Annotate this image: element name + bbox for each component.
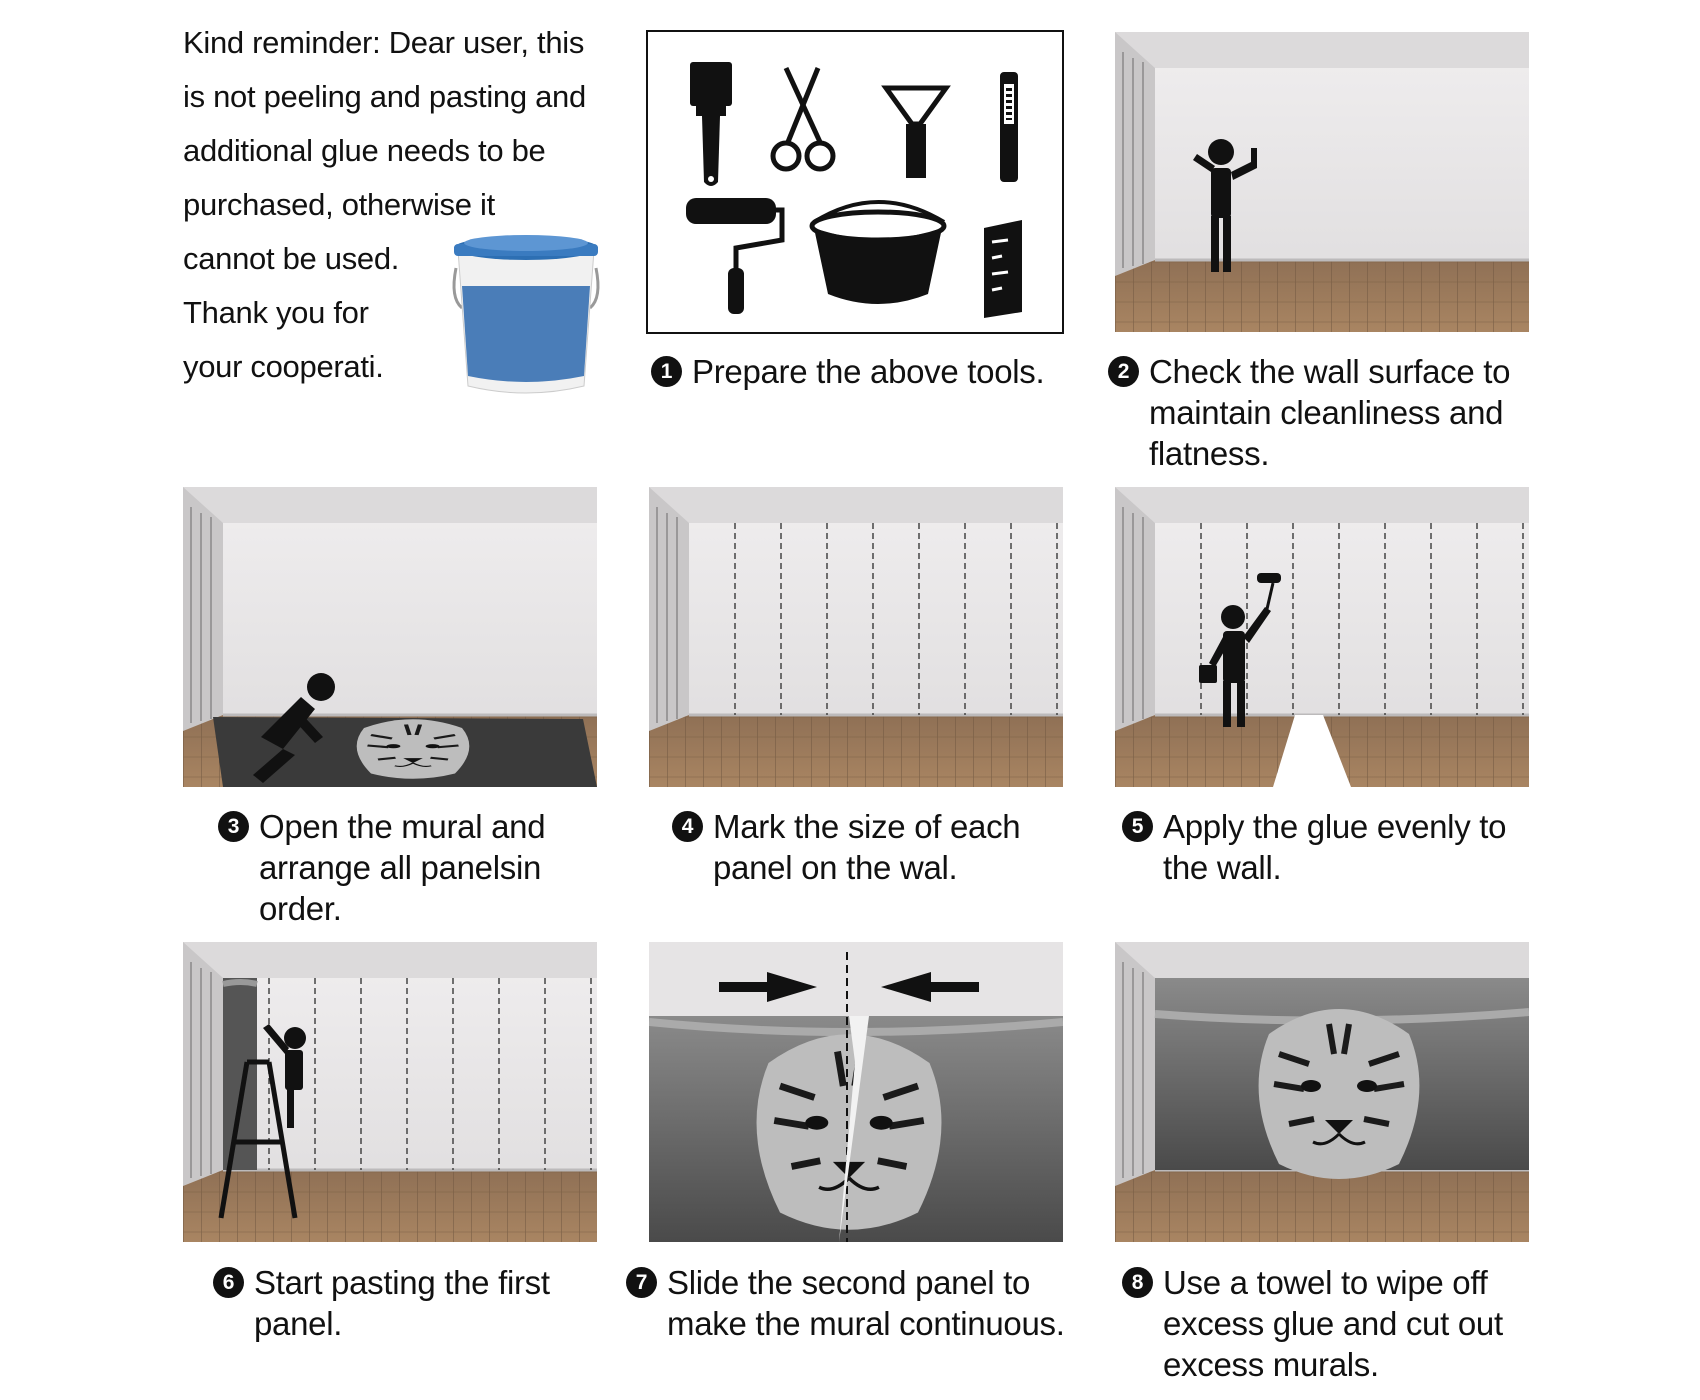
roller-icon (686, 198, 782, 314)
reminder-line: cannot be used. (183, 241, 400, 276)
glue-bucket-icon (448, 228, 604, 398)
reminder-line: Kind reminder: Dear user, this (183, 25, 585, 60)
reminder-line: your cooperati. (183, 349, 384, 384)
step-text: Apply the glue evenly to the wall. (1163, 808, 1507, 886)
bucket-icon (812, 202, 944, 304)
step-8-caption (1122, 1262, 1503, 1385)
ruler-icon (984, 220, 1022, 318)
step-5-caption (1122, 806, 1506, 888)
step-number-badge: 5 (1122, 811, 1153, 842)
step-text: Slide the second panel to make the mural continuous. (667, 1264, 1065, 1342)
reminder-line: purchased, otherwise it (183, 187, 495, 222)
step-text: Prepare the above tools. (692, 353, 1045, 390)
brush-icon (690, 62, 732, 186)
step-5-image (1115, 487, 1529, 787)
step-2-caption (1108, 351, 1528, 474)
step-text: Use a towel to wipe off excess glue and cut out excess murals. (1163, 1264, 1503, 1383)
step-number-badge: 1 (651, 356, 682, 387)
step-number-badge: 8 (1122, 1267, 1153, 1298)
step-text: Open the mural and arrange all panelsin order. (259, 808, 546, 927)
scissors-icon (773, 68, 833, 169)
reminder-line: is not peeling and pasting and (183, 79, 586, 114)
step-4-image (649, 487, 1063, 787)
step-1-caption (651, 351, 1044, 392)
utility-knife-icon (1000, 72, 1018, 182)
step-number-badge: 4 (672, 811, 703, 842)
step-number-badge: 6 (213, 1267, 244, 1298)
step-2-image (1115, 32, 1529, 332)
reminder-line: additional glue needs to be (183, 133, 546, 168)
tools-panel (646, 30, 1064, 334)
step-text: Check the wall surface to maintain cleanliness and flatness. (1149, 353, 1511, 472)
step-7-image (649, 942, 1063, 1242)
step-8-image (1115, 942, 1529, 1242)
step-number-badge: 7 (626, 1267, 657, 1298)
step-3-image (183, 487, 597, 787)
step-6-image (183, 942, 597, 1242)
step-7-caption (626, 1262, 1065, 1344)
step-number-badge: 3 (218, 811, 249, 842)
step-3-caption (218, 806, 545, 929)
step-6-caption (213, 1262, 550, 1344)
step-text: Mark the size of each panel on the wal. (713, 808, 1021, 886)
step-4-caption (672, 806, 1020, 888)
step-number-badge: 2 (1108, 356, 1139, 387)
reminder-line: Thank you for (183, 295, 369, 330)
step-text: Start pasting the first panel. (254, 1264, 550, 1342)
scraper-icon (886, 88, 946, 178)
